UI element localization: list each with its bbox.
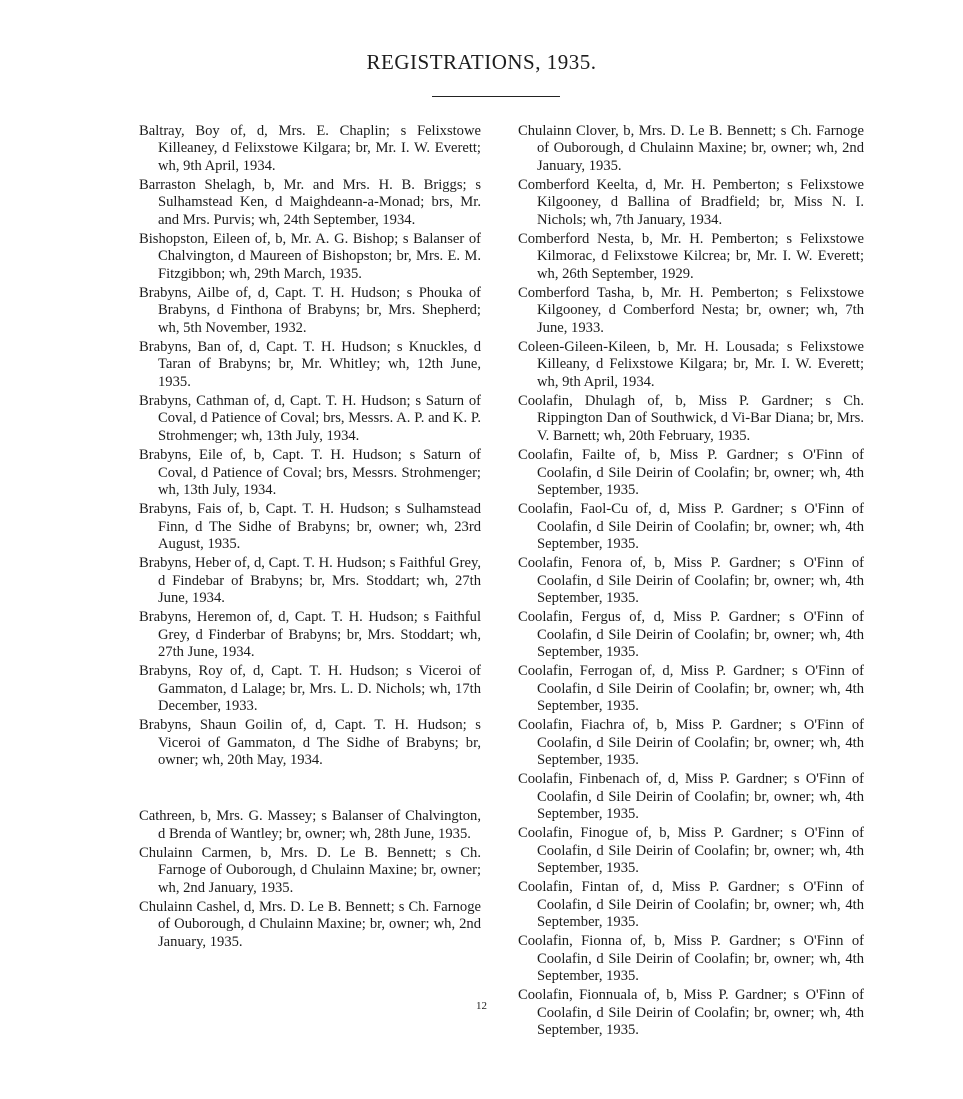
registration-entry: Brabyns, Cathman of, d, Capt. T. H. Hudson; s Saturn of Coval, d Patience of Coval; brs, Messrs. A. P. and K. P. Strohmenger; wh, 13th July, 1934. bbox=[139, 393, 481, 444]
registration-entry: Brabyns, Ban of, d, Capt. T. H. Hudson; s Knuckles, d Taran of Brabyns; br, Mr. Whitley; wh, 12th June, 1935. bbox=[139, 339, 481, 390]
right-column bbox=[518, 123, 864, 1041]
registration-entry: Coolafin, Dhulagh of, b, Miss P. Gardner; s Ch. Rippington Dan of Southwick, d Vi-Bar Diana; br, Mrs. V. Barnett; wh, 20th February, 1935. bbox=[518, 393, 864, 444]
registration-entry: Coolafin, Fionna of, b, Miss P. Gardner; s O'Finn of Coolafin, d Sile Deirin of Coolafin; br, owner; wh, 4th September, 1935. bbox=[518, 933, 864, 985]
registration-entry: Coolafin, Fionnuala of, b, Miss P. Gardner; s O'Finn of Coolafin, d Sile Deirin of Coolafin; br, owner; wh, 4th September, 1935. bbox=[518, 987, 864, 1039]
registration-entry: Coolafin, Fintan of, d, Miss P. Gardner; s O'Finn of Coolafin, d Sile Deirin of Coolafin; br, owner; wh, 4th September, 1935. bbox=[518, 879, 864, 931]
registration-entry: Comberford Tasha, b, Mr. H. Pemberton; s Felixstowe Kilgooney, d Comberford Nesta; br, owner; wh, 7th June, 1933. bbox=[518, 285, 864, 336]
registration-entry: Comberford Nesta, b, Mr. H. Pemberton; s Felixstowe Kilmorac, d Felixstowe Kilcrea; br, Mr. I. W. Everett; wh, 26th September, 1929. bbox=[518, 231, 864, 282]
left-column bbox=[139, 123, 481, 953]
registration-entry: Brabyns, Heremon of, d, Capt. T. H. Hudson; s Faithful Grey, d Finderbar of Brabyns; br, Mrs. Stoddart; wh, 27th June, 1934. bbox=[139, 609, 481, 660]
registration-entry: Brabyns, Shaun Goilin of, d, Capt. T. H. Hudson; s Viceroi of Gammaton, d The Sidhe of Brabyns; br, owner; wh, 20th May, 1934. bbox=[139, 717, 481, 768]
registration-entry: Chulainn Carmen, b, Mrs. D. Le B. Bennett; s Ch. Farnoge of Ouborough, d Chulainn Maxine; br, owner; wh, 2nd January, 1935. bbox=[139, 844, 481, 896]
registration-entry: Coolafin, Failte of, b, Miss P. Gardner; s O'Finn of Coolafin, d Sile Deirin of Coolafin; br, owner; wh, 4th September, 1935. bbox=[518, 447, 864, 498]
title-rule bbox=[432, 96, 560, 97]
registration-entry: Coleen-Gileen-Kileen, b, Mr. H. Lousada; s Felixstowe Killeany, d Felixstowe Kilgara; br, Mr. I. W. Everett; wh, 9th April, 1934. bbox=[518, 339, 864, 390]
registration-entry: Brabyns, Ailbe of, d, Capt. T. H. Hudson; s Phouka of Brabyns, d Finthona of Brabyns; br, Mrs. Shepherd; wh, 5th November, 1932. bbox=[139, 285, 481, 336]
registration-entry: Chulainn Clover, b, Mrs. D. Le B. Bennett; s Ch. Farnoge of Ouborough, d Chulainn Maxine; br, owner; wh, 2nd January, 1935. bbox=[518, 123, 864, 174]
registration-entry: Coolafin, Ferrogan of, d, Miss P. Gardner; s O'Finn of Coolafin, d Sile Deirin of Coolafin; br, owner; wh, 4th September, 1935. bbox=[518, 663, 864, 714]
registration-entry: Chulainn Cashel, d, Mrs. D. Le B. Bennett; s Ch. Farnoge of Ouborough, d Chulainn Maxine; br, owner; wh, 2nd January, 1935. bbox=[139, 898, 481, 950]
registration-entry: Coolafin, Finogue of, b, Miss P. Gardner; s O'Finn of Coolafin, d Sile Deirin of Coolafin; br, owner; wh, 4th September, 1935. bbox=[518, 825, 864, 877]
registration-entry: Coolafin, Fenora of, b, Miss P. Gardner; s O'Finn of Coolafin, d Sile Deirin of Coolafin; br, owner; wh, 4th September, 1935. bbox=[518, 555, 864, 606]
page-number: 12 bbox=[476, 1000, 487, 1012]
registration-entry: Coolafin, Finbenach of, d, Miss P. Gardner; s O'Finn of Coolafin, d Sile Deirin of Coolafin; br, owner; wh, 4th September, 1935. bbox=[518, 771, 864, 822]
registration-entry: Cathreen, b, Mrs. G. Massey; s Balanser of Chalvington, d Brenda of Wantley; br, owner; wh, 28th June, 1935. bbox=[139, 808, 481, 842]
registration-entry: Brabyns, Heber of, d, Capt. T. H. Hudson; s Faithful Grey, d Findebar of Brabyns; br, Mrs. Stoddart; wh, 27th June, 1934. bbox=[139, 555, 481, 606]
registration-entry: Barraston Shelagh, b, Mr. and Mrs. H. B. Briggs; s Sulhamstead Ken, d Maighdeann-a-Monad; brs, Mr. and Mrs. Purvis; wh, 24th September, 1934. bbox=[139, 177, 481, 228]
registration-entry: Brabyns, Roy of, d, Capt. T. H. Hudson; s Viceroi of Gammaton, d Lalage; br, Mrs. L. D. Nichols; wh, 17th December, 1933. bbox=[139, 663, 481, 714]
registration-entry: Coolafin, Fiachra of, b, Miss P. Gardner; s O'Finn of Coolafin, d Sile Deirin of Coolafin; br, owner; wh, 4th September, 1935. bbox=[518, 717, 864, 768]
registration-entry: Brabyns, Fais of, b, Capt. T. H. Hudson; s Sulhamstead Finn, d The Sidhe of Brabyns; br, owner; wh, 23rd August, 1935. bbox=[139, 501, 481, 552]
registration-entry: Brabyns, Eile of, b, Capt. T. H. Hudson; s Saturn of Coval, d Patience of Coval; brs, Messrs. Strohmenger; wh, 13th July, 1934. bbox=[139, 447, 481, 498]
registration-entry: Coolafin, Faol-Cu of, d, Miss P. Gardner; s O'Finn of Coolafin, d Sile Deirin of Coolafin; br, owner; wh, 4th September, 1935. bbox=[518, 501, 864, 552]
registration-entry: Coolafin, Fergus of, d, Miss P. Gardner; s O'Finn of Coolafin, d Sile Deirin of Coolafin; br, owner; wh, 4th September, 1935. bbox=[518, 609, 864, 660]
registration-entry: Bishopston, Eileen of, b, Mr. A. G. Bishop; s Balanser of Chalvington, d Maureen of Bishopston; br, Mrs. E. M. Fitzgibbon; wh, 29th March, 1935. bbox=[139, 231, 481, 282]
registration-entry: Comberford Keelta, d, Mr. H. Pemberton; s Felixstowe Kilgooney, d Ballina of Bradfield; br, Miss N. I. Nichols; wh, 7th January, 1934. bbox=[518, 177, 864, 228]
section-gap bbox=[139, 771, 481, 808]
page-title: REGISTRATIONS, 1935. bbox=[366, 50, 597, 74]
registration-entry: Baltray, Boy of, d, Mrs. E. Chaplin; s Felixstowe Killeaney, d Felixstowe Kilgara; br, Mr. I. W. Everett; wh, 9th April, 1934. bbox=[139, 123, 481, 174]
